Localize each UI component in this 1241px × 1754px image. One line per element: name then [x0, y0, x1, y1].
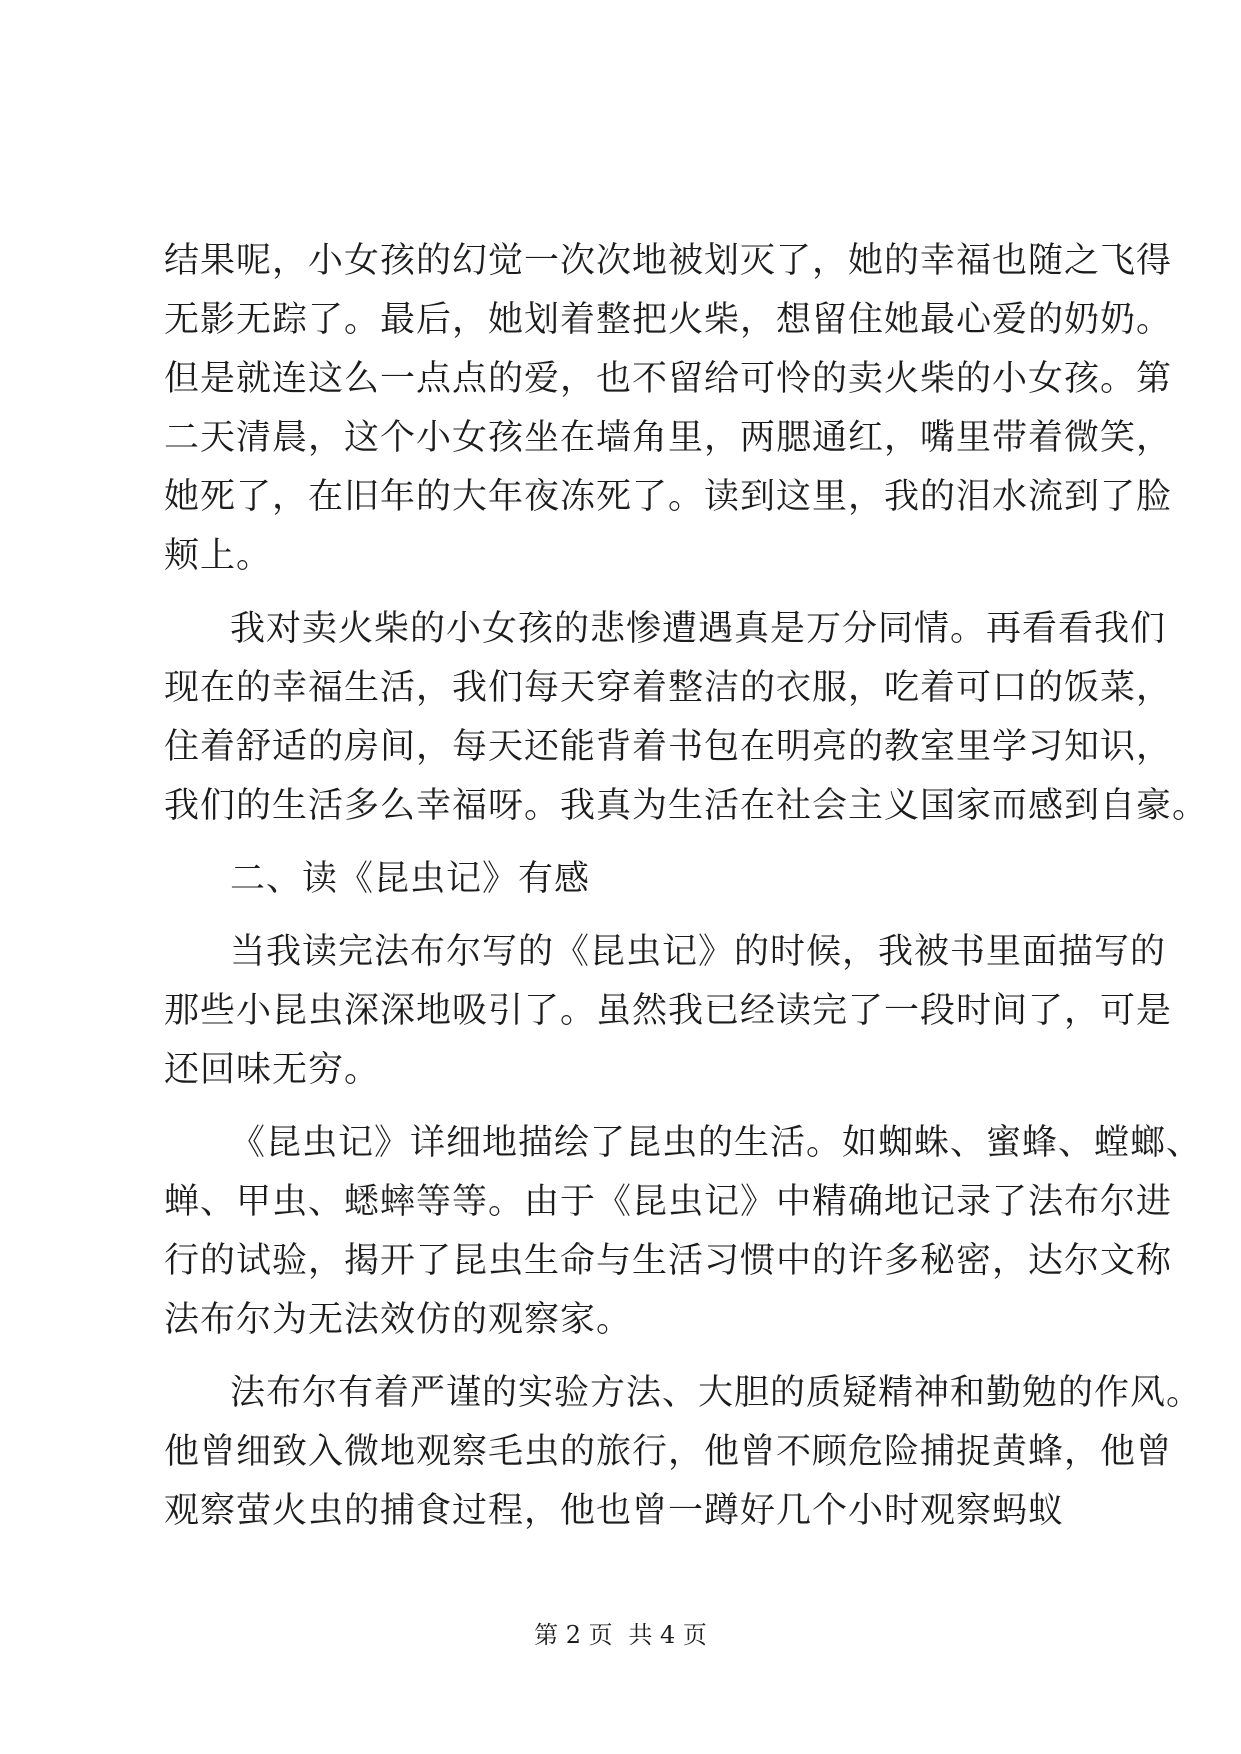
text-line: 观察萤火虫的捕食过程，他也曾一蹲好几个小时观察蚂蚁: [164, 1491, 1065, 1531]
paragraph-gap: [164, 1100, 1084, 1114]
text-line: 蝉、甲虫、蟋蟀等等。由于《昆虫记》中精确地记录了法布尔进: [164, 1182, 1173, 1222]
paragraph: [164, 232, 1173, 586]
text-line: 当我读完法布尔写的《昆虫记》的时候，我被书里面描写的: [230, 932, 1167, 972]
text-line: 那些小昆虫深深地吸引了。虽然我已经读完了一段时间了，可是: [164, 991, 1173, 1031]
text-line: 我对卖火柴的小女孩的悲惨遭遇真是万分同情。再看看我们: [230, 609, 1167, 649]
text-line: 她死了，在旧年的大年夜冻死了。读到这里，我的泪水流到了脸: [164, 477, 1173, 517]
text-line: 他曾细致入微地观察毛虫的旅行，他曾不顾危险捕捉黄蜂，他曾: [164, 1432, 1173, 1472]
text-line: 行的试验，揭开了昆虫生命与生活习惯中的许多秘密，达尔文称: [164, 1241, 1173, 1281]
paragraph: [164, 1114, 1203, 1350]
text-line: 《昆虫记》详细地描绘了昆虫的生活。如蜘蛛、蜜蜂、螳螂、: [230, 1123, 1203, 1163]
text-line: 结果呢，小女孩的幻觉一次次地被划灭了，她的幸福也随之飞得: [164, 241, 1173, 281]
paragraph: [164, 1364, 1203, 1541]
paragraph: [164, 600, 1209, 836]
text-line: 法布尔有着严谨的实验方法、大胆的质疑精神和勤勉的作风。: [230, 1373, 1203, 1413]
paragraph: [164, 850, 1084, 909]
text-line: 二、读《昆虫记》有感: [230, 859, 591, 899]
paragraph-gap: [164, 1350, 1084, 1364]
body-text: [164, 232, 1209, 1541]
page-total: 共 4 页: [628, 1621, 707, 1649]
page-footer: [0, 1620, 1241, 1650]
text-line: 但是就连这么一点点的爱，也不留给可怜的卖火柴的小女孩。第: [164, 359, 1173, 399]
text-line: 法布尔为无法效仿的观察家。: [164, 1300, 633, 1340]
text-line: 二天清晨，这个小女孩坐在墙角里，两腮通红，嘴里带着微笑，: [164, 418, 1173, 458]
text-line: 颊上。: [164, 536, 273, 576]
paragraph: [164, 923, 1173, 1100]
text-line: 住着舒适的房间，每天还能背着书包在明亮的教室里学习知识，: [164, 727, 1173, 767]
text-line: 现在的幸福生活，我们每天穿着整洁的衣服，吃着可口的饭菜，: [164, 668, 1173, 708]
page-number: 第 2 页: [534, 1621, 613, 1649]
text-line: 无影无踪了。最后，她划着整把火柴，想留住她最心爱的奶奶。: [164, 300, 1173, 340]
text-line: 还回味无穷。: [164, 1050, 381, 1090]
paragraph-gap: [164, 909, 1084, 923]
text-line: 我们的生活多么幸福呀。我真为生活在社会主义国家而感到自豪。: [164, 786, 1209, 826]
paragraph-gap: [164, 836, 1084, 850]
paragraph-gap: [164, 586, 1084, 600]
